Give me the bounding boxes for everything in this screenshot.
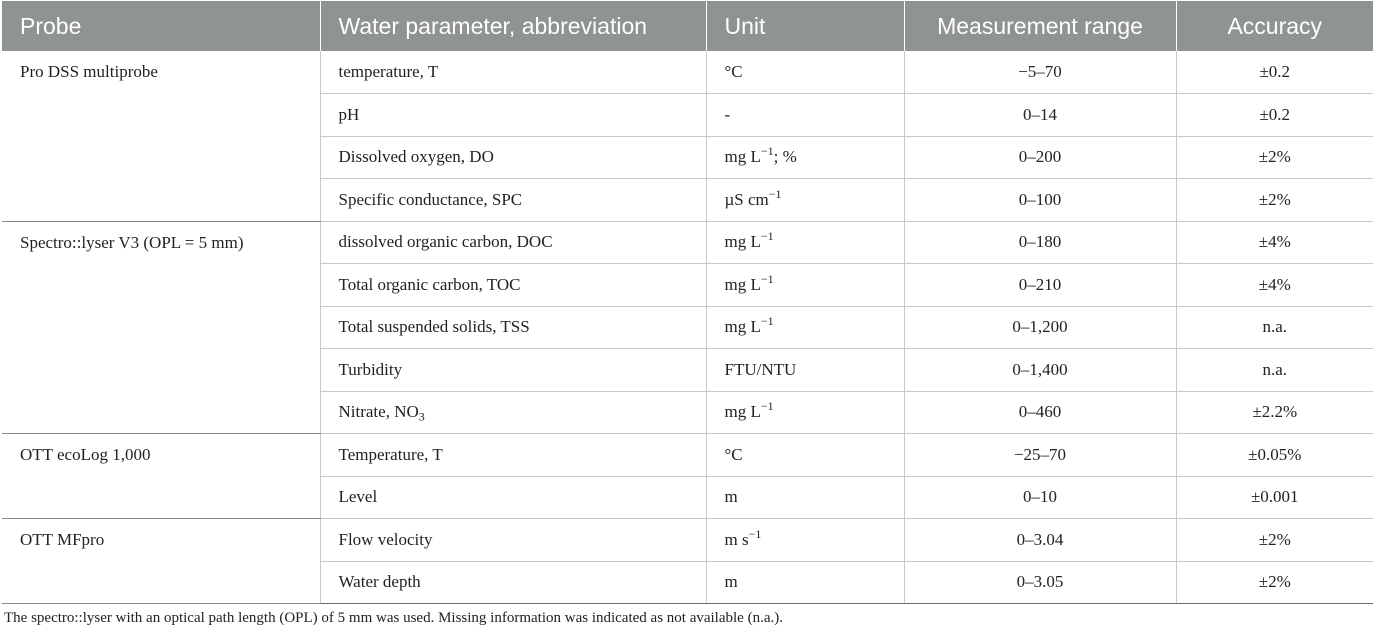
- unit-cell: [706, 264, 904, 307]
- parameter-cell: Turbidity: [320, 349, 706, 392]
- unit-cell: -: [706, 94, 904, 137]
- range-cell: 0–3.05: [904, 561, 1176, 604]
- accuracy-cell: ±0.2: [1176, 94, 1373, 137]
- unit-exponent: −1: [748, 526, 762, 541]
- unit-cell: [706, 306, 904, 349]
- parameter-cell: Water depth: [320, 561, 706, 604]
- unit-base: m s: [724, 529, 749, 549]
- unit-base: mg L: [724, 274, 761, 294]
- probe-cell: Spectro::lyser V3 (OPL = 5 mm): [2, 221, 320, 434]
- parameter-cell: Dissolved oxygen, DO: [320, 136, 706, 179]
- parameter-cell: Flow velocity: [320, 519, 706, 562]
- unit-cell: m: [706, 476, 904, 519]
- unit-cell: FTU/NTU: [706, 349, 904, 392]
- range-cell: −5–70: [904, 51, 1176, 94]
- header-parameter: Water parameter, abbreviation: [320, 1, 706, 51]
- accuracy-cell: ±2%: [1176, 136, 1373, 179]
- range-cell: 0–1,400: [904, 349, 1176, 392]
- table-body: [2, 51, 1373, 604]
- unit-base: µS cm: [724, 189, 769, 209]
- unit-exponent: −1: [760, 229, 774, 244]
- accuracy-cell: ±0.001: [1176, 476, 1373, 519]
- parameter-cell: temperature, T: [320, 51, 706, 94]
- unit-exponent: −1: [760, 271, 774, 286]
- header-unit: Unit: [706, 1, 904, 51]
- parameter-cell: Temperature, T: [320, 434, 706, 477]
- unit-cell: [706, 136, 904, 179]
- unit-cell: [706, 221, 904, 264]
- unit-exponent: −1: [760, 144, 774, 159]
- parameter-cell: Level: [320, 476, 706, 519]
- table-row: [2, 221, 1373, 264]
- table-header: [2, 1, 1373, 51]
- unit-exponent: −1: [768, 186, 782, 201]
- range-cell: 0–3.04: [904, 519, 1176, 562]
- header-range: Measurement range: [904, 1, 1176, 51]
- range-cell: 0–200: [904, 136, 1176, 179]
- parameter-subscript: 3: [418, 409, 425, 424]
- probe-cell: OTT ecoLog 1,000: [2, 434, 320, 519]
- accuracy-cell: ±4%: [1176, 221, 1373, 264]
- range-cell: −25–70: [904, 434, 1176, 477]
- accuracy-cell: ±2%: [1176, 519, 1373, 562]
- table-row: [2, 434, 1373, 477]
- range-cell: 0–210: [904, 264, 1176, 307]
- parameter-cell: [320, 391, 706, 434]
- accuracy-cell: n.a.: [1176, 306, 1373, 349]
- header-probe: Probe: [2, 1, 320, 51]
- table-row: [2, 51, 1373, 94]
- probe-cell: Pro DSS multiprobe: [2, 51, 320, 221]
- accuracy-cell: ±2%: [1176, 179, 1373, 222]
- table-row: [2, 519, 1373, 562]
- accuracy-cell: ±2%: [1176, 561, 1373, 604]
- probe-specifications-table: [2, 1, 1373, 604]
- range-cell: 0–100: [904, 179, 1176, 222]
- parameter-cell: dissolved organic carbon, DOC: [320, 221, 706, 264]
- accuracy-cell: ±2.2%: [1176, 391, 1373, 434]
- header-accuracy: Accuracy: [1176, 1, 1373, 51]
- accuracy-cell: ±4%: [1176, 264, 1373, 307]
- parameter-cell: Specific conductance, SPC: [320, 179, 706, 222]
- unit-base: mg L: [724, 232, 761, 252]
- unit-base: mg L: [724, 317, 761, 337]
- range-cell: 0–460: [904, 391, 1176, 434]
- accuracy-cell: ±0.05%: [1176, 434, 1373, 477]
- parameter-base: Nitrate, NO: [338, 402, 419, 422]
- parameter-cell: Total organic carbon, TOC: [320, 264, 706, 307]
- unit-base: mg L: [724, 402, 761, 422]
- unit-cell: [706, 179, 904, 222]
- unit-exponent: −1: [760, 314, 774, 329]
- unit-cell: m: [706, 561, 904, 604]
- range-cell: 0–180: [904, 221, 1176, 264]
- range-cell: 0–1,200: [904, 306, 1176, 349]
- unit-cell: °C: [706, 434, 904, 477]
- accuracy-cell: n.a.: [1176, 349, 1373, 392]
- parameter-cell: pH: [320, 94, 706, 137]
- header-row: [2, 1, 1373, 51]
- unit-cell: °C: [706, 51, 904, 94]
- unit-base: mg L: [724, 147, 761, 167]
- range-cell: 0–14: [904, 94, 1176, 137]
- probe-cell: OTT MFpro: [2, 519, 320, 604]
- accuracy-cell: ±0.2: [1176, 51, 1373, 94]
- unit-suffix: ; %: [773, 147, 797, 167]
- table-footnote: The spectro::lyser with an optical path length (OPL) of 5 mm was used. Missing information was indicated as not available (n.a.).: [4, 610, 783, 626]
- unit-exponent: −1: [760, 399, 774, 414]
- range-cell: 0–10: [904, 476, 1176, 519]
- unit-cell: [706, 519, 904, 562]
- parameter-cell: Total suspended solids, TSS: [320, 306, 706, 349]
- unit-cell: [706, 391, 904, 434]
